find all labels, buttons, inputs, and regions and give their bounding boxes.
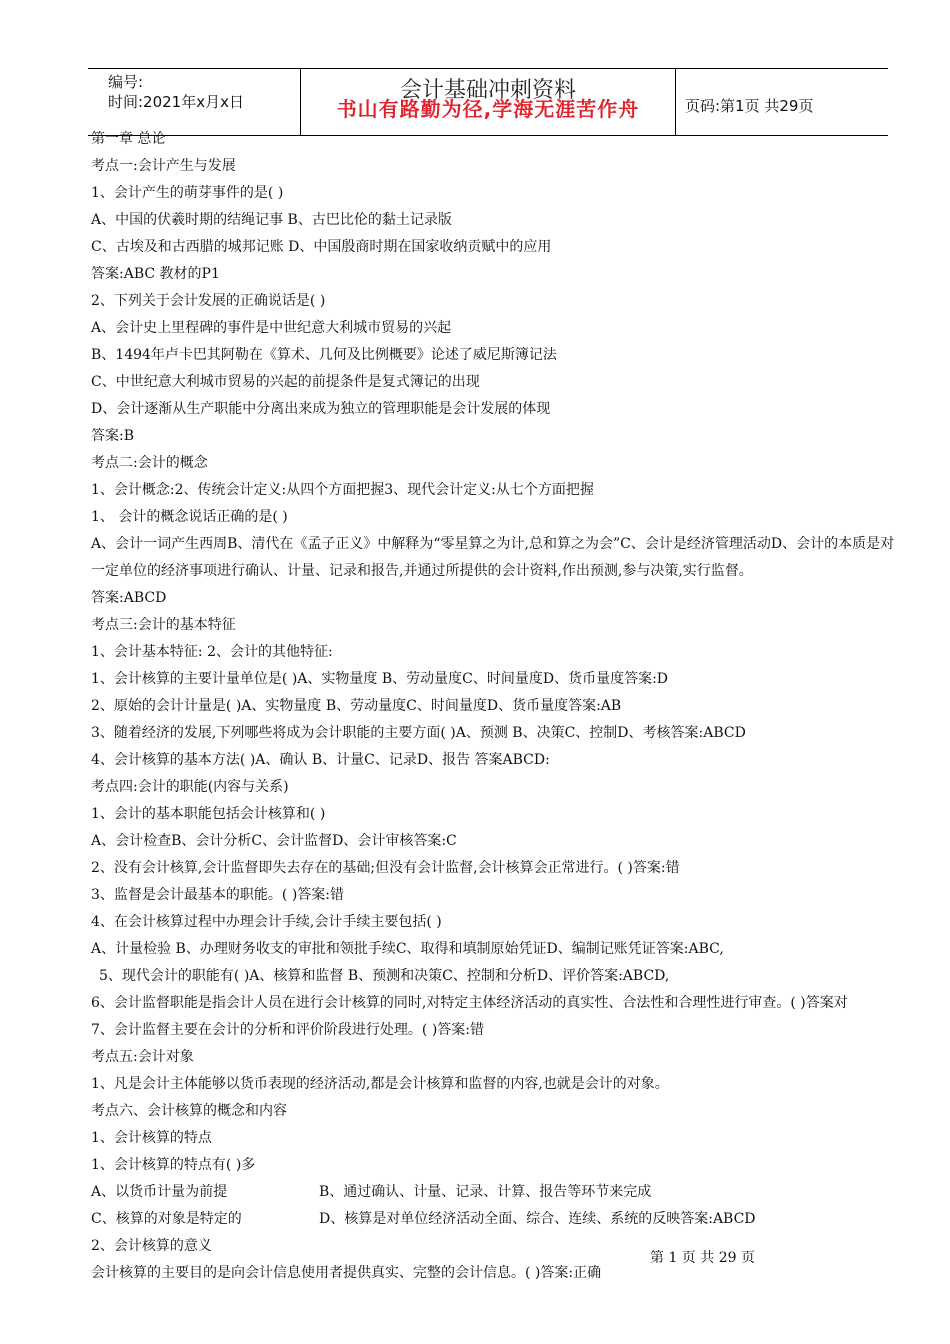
section-heading: 考点三:会计的基本特征 bbox=[91, 617, 236, 633]
option-a: A、以货币计量为前提 bbox=[91, 1184, 228, 1200]
question: 3、随着经济的发展,下列哪些将成为会计职能的主要方面( )A、预测 B、决策C、控制D、考核答案:ABCD bbox=[91, 725, 746, 741]
header-page-info: 页码:第1页 共29页 bbox=[685, 97, 814, 115]
options: C、古埃及和古西腊的城邦记账 D、中国殷商时期在国家收纳贡赋中的应用 bbox=[91, 239, 552, 255]
options: A、中国的伏羲时期的结绳记事 B、古巴比伦的黏土记录版 bbox=[91, 212, 452, 228]
question: 会计核算的主要目的是向会计信息使用者提供真实、完整的会计信息。( )答案:正确 bbox=[91, 1265, 602, 1281]
document-body bbox=[91, 126, 899, 1287]
section-heading: 考点五:会计对象 bbox=[91, 1049, 194, 1065]
subheading: 2、会计核算的意义 bbox=[91, 1238, 212, 1254]
question: 6、会计监督职能是指会计人员在进行会计核算的同时,对特定主体经济活动的真实性、合法性和合理性进行审查。( )答案对 bbox=[91, 995, 848, 1011]
options: A、会计检查B、会计分析C、会计监督D、会计审核答案:C bbox=[91, 833, 457, 849]
question: 2、下列关于会计发展的正确说话是( ) bbox=[91, 293, 326, 309]
option-c: C、核算的对象是特定的 bbox=[91, 1211, 242, 1227]
section-heading: 考点六、会计核算的概念和内容 bbox=[91, 1103, 287, 1119]
option: A、会计史上里程碑的事件是中世纪意大利城市贸易的兴起 bbox=[91, 320, 452, 336]
question: 1、 会计的概念说话正确的是( ) bbox=[91, 509, 288, 525]
question: 3、监督是会计最基本的职能。( )答案:错 bbox=[91, 887, 344, 903]
text-line: 1、会计概念:2、传统会计定义:从四个方面把握3、现代会计定义:从七个方面把握 bbox=[91, 482, 594, 498]
chapter-heading: 第一章 总论 bbox=[91, 131, 166, 147]
answer: 答案:ABCD bbox=[91, 590, 167, 606]
options: A、计量检验 B、办理财务收支的审批和领批手续C、取得和填制原始凭证D、编制记账凭证答案:ABC, bbox=[91, 941, 724, 957]
question: 2、原始的会计计量是( )A、实物量度 B、劳动量度C、时间量度D、货币量度答案:AB bbox=[91, 698, 622, 714]
section-heading: 考点一:会计产生与发展 bbox=[91, 158, 236, 174]
section-heading: 考点二:会计的概念 bbox=[91, 455, 208, 471]
options-paragraph: A、会计一词产生西周B、清代在《孟子正义》中解释为“零星算之为计,总和算之为会”C、会计是经济管理活动D、会计的本质是对一定单位的经济事项进行确认、计量、记录和报告,并通过所提供的会计资料,作出预测,参与决策,实行监督。 bbox=[91, 536, 895, 579]
document-number-label: 编号: bbox=[108, 73, 144, 91]
subheading: 1、会计核算的特点 bbox=[91, 1130, 212, 1146]
document-title: 会计基础冲刺资料 bbox=[399, 78, 576, 103]
question: 4、在会计核算过程中办理会计手续,会计手续主要包括( ) bbox=[91, 914, 442, 930]
text-line: 1、会计基本特征: 2、会计的其他特征: bbox=[91, 644, 333, 660]
option-d: D、核算是对单位经济活动全面、综合、连续、系统的反映答案:ABCD bbox=[319, 1211, 756, 1227]
answer: 答案:B bbox=[91, 428, 135, 444]
question: 7、会计监督主要在会计的分析和评价阶段进行处理。( )答案:错 bbox=[91, 1022, 484, 1038]
question: 2、没有会计核算,会计监督即失去存在的基础;但没有会计监督,会计核算会正常进行。( )答案:错 bbox=[91, 860, 680, 876]
text-line: 1、凡是会计主体能够以货币表现的经济活动,都是会计核算和监督的内容,也就是会计的对象。 bbox=[91, 1076, 669, 1092]
question: 1、会计的基本职能包括会计核算和( ) bbox=[91, 806, 326, 822]
option: B、1494年卢卡巴其阿勒在《算术、几何及比例概要》论述了威尼斯簿记法 bbox=[91, 347, 557, 363]
header-motto: 书山有路勤为径,学海无涯苦作舟 bbox=[336, 97, 640, 121]
question: 5、现代会计的职能有( )A、核算和监督 B、预测和决策C、控制和分析D、评价答案:ABCD, bbox=[99, 968, 670, 984]
page-footer: 第 1 页 共 29 页 bbox=[648, 1247, 757, 1267]
question: 1、会计核算的主要计量单位是( )A、实物量度 B、劳动量度C、时间量度D、货币量度答案:D bbox=[91, 671, 669, 687]
options-row bbox=[91, 1206, 899, 1233]
option: C、中世纪意大利城市贸易的兴起的前提条件是复式簿记的出现 bbox=[91, 374, 480, 390]
document-time-label: 时间:2021年x月x日 bbox=[108, 93, 244, 111]
question: 1、会计产生的萌芽事件的是( ) bbox=[91, 185, 284, 201]
option-b: B、通过确认、计量、记录、计算、报告等环节来完成 bbox=[319, 1184, 652, 1200]
section-heading: 考点四:会计的职能(内容与关系) bbox=[91, 779, 289, 795]
question: 1、会计核算的特点有( )多 bbox=[91, 1157, 256, 1173]
options-row bbox=[91, 1179, 899, 1206]
question: 4、会计核算的基本方法( )A、确认 B、计量C、记录D、报告 答案ABCD: bbox=[91, 752, 550, 768]
answer: 答案:ABC 教材的P1 bbox=[91, 266, 220, 282]
option: D、会计逐渐从生产职能中分离出来成为独立的管理职能是会计发展的体现 bbox=[91, 401, 551, 417]
